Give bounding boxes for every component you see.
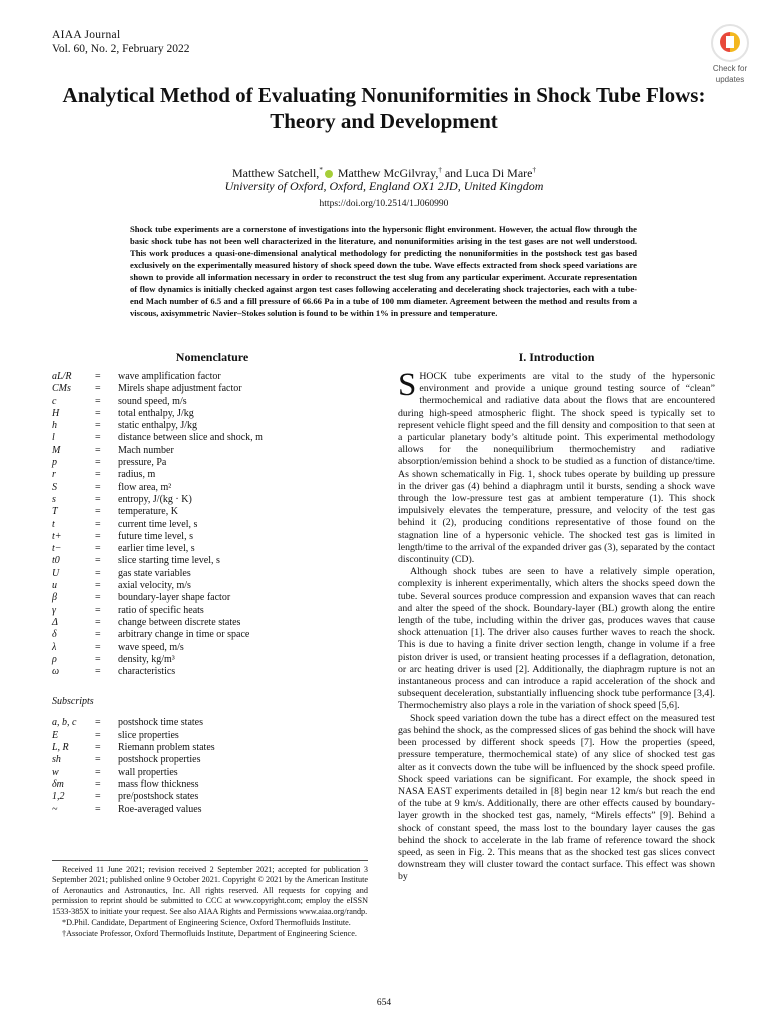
nomenclature-sym: t0	[52, 555, 60, 567]
nomenclature-eq: =	[95, 518, 101, 530]
nomenclature-def: axial velocity, m/s	[118, 580, 191, 592]
author-1-mark: *	[319, 166, 323, 174]
subscripts-list	[52, 717, 372, 815]
nomenclature-row	[52, 506, 372, 518]
nomenclature-row	[52, 396, 372, 408]
subscript-def: Roe-averaged values	[118, 803, 202, 815]
subscript-row	[52, 791, 372, 803]
nomenclature-sym: t	[52, 518, 55, 530]
badge-line2: updates	[715, 75, 745, 84]
subscript-row	[52, 717, 372, 729]
nomenclature-eq: =	[95, 371, 101, 382]
nomenclature-def: distance between slice and shock, m	[118, 432, 263, 444]
subscript-row	[52, 754, 372, 766]
nomenclature-sym: c	[52, 395, 57, 407]
nomenclature-sym: γ	[52, 604, 56, 616]
nomenclature-eq: =	[95, 543, 101, 555]
nomenclature-row	[52, 580, 372, 592]
nomenclature-row	[52, 629, 372, 641]
nomenclature-def: boundary-layer shape factor	[118, 592, 231, 604]
nomenclature-eq: =	[95, 580, 101, 592]
nomenclature-def: wave amplification factor	[118, 371, 221, 382]
nomenclature-sym: λ	[52, 641, 57, 653]
nomenclature-eq: =	[95, 506, 101, 518]
intro-paragraph-3: Shock speed variation down the tube has a direct effect on the measured test gas behind the shock, as the compressed slices of gas behind the shock will have been processed by different shock speeds [7]. How the properties (speed, pressure temperature, thermochemical state) of any slice of shocked test gas alter as it convects down the tube will be influenced by the shock speed profile. Shock speed variations can be significant. For example, the shock speed in NASA EAST experiments detailed in [8] begin near 12 km/s but reach the end of the tube at 9 km/s. Additionally, there are other effects caused by boundary-layer growth in the shocked test gas, namely, “Mirels effects” [9]. Behind a shock of constant speed, the mass lost to the boundary layer causes the gas behind the shock to accelerate in the lab frame of reference toward the shock speed, as seen in Fig. 2. This means that as the shocked test gas slices convect downstream they will cluster toward the contact surface. This effect was shown by	[398, 712, 715, 883]
intro-paragraph-2: Although shock tubes are seen to have a relatively simple operation, complexity is inherent experimentally, which alters the shocks speed down the tube. Several sources produce compression and expansion waves that can reach and alter the speed of the shock. Boundary-layer (BL) growth along the entire length of the tube, including within the driver gas, produces waves that cause shock attenuation [1]. The driver also causes further waves to reach the shock. This is due to having a finite driver section length, change in volume if a free piston driver is used, or transient heating processes if a deflagration, detonation, or arc heating driver is used [2]. Additionally, the diaphragm rupture is not an instantaneous process and can introduce a rapid acceleration of the shock and subsequent deceleration, substantially influencing shock tube performance [3,4]. Thermochemistry also plays a role in the variation of shock speed [5,6].	[398, 566, 715, 712]
nomenclature-def: flow area, m²	[118, 481, 172, 493]
subscript-def: pre/postshock states	[118, 791, 199, 803]
nomenclature-def: characteristics	[118, 666, 176, 678]
nomenclature-row	[52, 531, 372, 543]
nomenclature-row	[52, 519, 372, 531]
nomenclature-sym: H	[52, 407, 60, 419]
abstract: Shock tube experiments are a cornerstone of investigations into the hypersonic flight environment. However, the actual flow through the basic shock tube has not been well characterized in the literature, and nonuniformities arising in the test gases are not well understood. This work produces a quasi-one-dimensional analytical methodology for predicting the nonuniformities in the postshock test gas based exclusively on the experimentally measured history of shock speed down the tube. Wave effects extracted from shock speed variations are shown to provide all information necessary in order to reconstruct the test slug from any particular experiment. Accurate representation of flow dynamics is initially checked against argon test cases following accelerating and decelerating shock trajectories, each with a tube-end Mach number of 6.5 and a fill pressure of 66.66 Pa in a tube of 100 mm diameter. Agreement between the method and results from a viscous, axisymmetric Navier–Stokes solution is found to be within 1% in pressure and temperature.	[130, 224, 637, 318]
subscript-sym: w	[52, 766, 59, 778]
subscript-eq: =	[95, 766, 101, 778]
nomenclature-eq: =	[95, 604, 101, 616]
subscript-row	[52, 730, 372, 742]
nomenclature-eq: =	[95, 616, 101, 628]
nomenclature-sym: u	[52, 580, 57, 592]
nomenclature-sym: δ	[52, 629, 57, 641]
nomenclature-eq: =	[95, 592, 101, 604]
nomenclature-heading: Nomenclature	[175, 350, 249, 364]
subscript-eq: =	[95, 778, 101, 790]
nomenclature-def: gas state variables	[118, 567, 191, 579]
nomenclature-def: total enthalpy, J/kg	[118, 407, 194, 419]
subscript-sym: sh	[52, 754, 61, 766]
nomenclature-eq: =	[95, 432, 101, 444]
nomenclature-row	[52, 383, 372, 395]
nomenclature-row	[52, 408, 372, 420]
nomenclature-def: density, kg/m³	[118, 653, 175, 665]
author-3: and Luca Di Mare	[441, 166, 533, 180]
nomenclature-row	[52, 543, 372, 555]
nomenclature-row	[52, 568, 372, 580]
nomenclature-eq: =	[95, 444, 101, 456]
nomenclature-def: static enthalpy, J/kg	[118, 420, 198, 432]
nomenclature-sym: r	[52, 469, 56, 481]
subscript-eq: =	[95, 729, 101, 741]
nomenclature-sym: M	[52, 444, 61, 456]
introduction-heading: I. Introduction	[518, 350, 595, 364]
subscript-sym: L, R	[52, 742, 69, 754]
nomenclature-sym: aL/R	[52, 371, 72, 382]
nomenclature-eq: =	[95, 383, 101, 395]
drop-cap: S	[398, 367, 417, 403]
nomenclature-row	[52, 617, 372, 629]
nomenclature-row	[52, 457, 372, 469]
nomenclature-def: wave speed, m/s	[118, 641, 184, 653]
nomenclature-sym: ω	[52, 666, 60, 678]
subscript-sym: a, b, c	[52, 717, 77, 729]
nomenclature-row	[52, 592, 372, 604]
subscript-def: postshock time states	[118, 717, 203, 729]
journal-volume: Vol. 60, No. 2, February 2022	[52, 43, 190, 55]
nomenclature-eq: =	[95, 407, 101, 419]
nomenclature-eq: =	[95, 481, 101, 493]
nomenclature-sym: CMs	[52, 383, 71, 395]
nomenclature-sym: t−	[52, 543, 62, 555]
subscript-row	[52, 804, 372, 816]
subscript-def: slice properties	[118, 729, 179, 741]
nomenclature-def: Mach number	[118, 444, 174, 456]
nomenclature-sym: U	[52, 567, 60, 579]
orcid-icon[interactable]	[325, 170, 333, 178]
nomenclature-eq: =	[95, 469, 101, 481]
nomenclature-sym: S	[52, 481, 57, 493]
nomenclature-def: sound speed, m/s	[118, 395, 187, 407]
nomenclature-sym: T	[52, 506, 58, 518]
subscript-row	[52, 767, 372, 779]
subscript-def: postshock properties	[118, 754, 201, 766]
nomenclature-row	[52, 555, 372, 567]
nomenclature-def: arbitrary change in time or space	[118, 629, 250, 641]
nomenclature-eq: =	[95, 653, 101, 665]
intro-paragraph-1	[398, 367, 715, 566]
author-3-mark: †	[532, 166, 536, 174]
nomenclature-eq: =	[95, 530, 101, 542]
nomenclature-sym: t+	[52, 530, 62, 542]
nomenclature-row	[52, 654, 372, 666]
nomenclature-def: temperature, K	[118, 506, 178, 518]
nomenclature-eq: =	[95, 567, 101, 579]
nomenclature-eq: =	[95, 395, 101, 407]
subscript-row	[52, 742, 372, 754]
nomenclature-list	[52, 371, 372, 678]
nomenclature-row	[52, 445, 372, 457]
footnote-author-1: *D.Phil. Candidate, Department of Engineering Science, Oxford Thermofluids Institute.	[62, 918, 351, 928]
journal-name: AIAA Journal	[52, 29, 121, 41]
nomenclature-def: entropy, J/(kg · K)	[118, 493, 192, 505]
doi-link[interactable]: https://doi.org/10.2514/1.J060990	[319, 199, 449, 209]
journal-header	[52, 28, 189, 56]
nomenclature-def: radius, m	[118, 469, 156, 481]
subscript-sym: 1,2	[52, 791, 65, 803]
nomenclature-row	[52, 494, 372, 506]
subscript-def: Riemann problem states	[118, 742, 215, 754]
nomenclature-def: earlier time level, s	[118, 543, 195, 555]
nomenclature-eq: =	[95, 493, 101, 505]
intro-paragraph-1-text: HOCK tube experiments are vital to the study of the hypersonic environment and provide a unique ground testing source of “clean” thermochemical and radiative data about the flows that are encountered during high-speed atmospheric flight. The shock speed is typically set to represent vehicle flight speed and the fill density and composition to that seen at a particular planetary body’s altitude point. This experimental methodology allows for the nonequilibrium thermochemistry and radiative absorption/emission behind a shock to be studied as a function of distance/time. As shown schematically in Fig. 1, shock tubes operate by building up pressure in the driver gas (4) behind a diaphragm until it bursts, sending a shock wave through the low-pressure test gas at ambient temperature (1). This shock impulsively elevates the temperature, pressure, and velocity of the test gas behind it (2), producing conditions representative of those found on the stagnation line of a hypersonic vehicle. The shocked test gas is limited in length/time to the arrival of the expanded driver gas (3), separated by the contact discontinuity (CD).	[398, 371, 715, 566]
nomenclature-eq: =	[95, 457, 101, 469]
nomenclature-sym: h	[52, 420, 57, 432]
nomenclature-def: pressure, Pa	[118, 457, 167, 469]
nomenclature-sym: ρ	[52, 653, 57, 665]
author-2: Matthew McGilvray,	[334, 166, 439, 180]
paper-title: Analytical Method of Evaluating Nonuniformities in Shock Tube Flows: Theory and Development	[62, 83, 706, 133]
nomenclature-def: change between discrete states	[118, 616, 241, 628]
nomenclature-def: Mirels shape adjustment factor	[118, 383, 242, 395]
subscripts-heading: Subscripts	[52, 696, 94, 708]
nomenclature-row	[52, 605, 372, 617]
subscript-sym: ~	[52, 803, 58, 815]
nomenclature-eq: =	[95, 666, 101, 678]
nomenclature-def: current time level, s	[118, 518, 198, 530]
subscript-eq: =	[95, 717, 101, 729]
received-note: Received 11 June 2021; revision received 2 September 2021; accepted for publication 3 September 2021; published online 9 October 2021. Copyright © 2021 by the American Institute of Aeronautics and Astronautics, Inc. All rights reserved. All requests for copying and permission to reprint should be submitted to CCC at www.copyright.com; employ the eISSN 1533-385X to initiate your request. See also AIAA Rights and Permissions www.aiaa.org/randp.	[52, 865, 368, 916]
nomenclature-eq: =	[95, 629, 101, 641]
subscript-eq: =	[95, 803, 101, 815]
nomenclature-row	[52, 371, 372, 383]
nomenclature-eq: =	[95, 420, 101, 432]
nomenclature-sym: s	[52, 493, 56, 505]
right-column	[398, 350, 715, 884]
nomenclature-row	[52, 469, 372, 481]
page-number: 654	[376, 998, 392, 1008]
subscript-eq: =	[95, 791, 101, 803]
nomenclature-eq: =	[95, 555, 101, 567]
nomenclature-eq: =	[95, 641, 101, 653]
subscript-def: wall properties	[118, 766, 178, 778]
author-1: Matthew Satchell,	[232, 166, 320, 180]
nomenclature-sym: p	[52, 457, 57, 469]
nomenclature-row	[52, 642, 372, 654]
subscript-eq: =	[95, 742, 101, 754]
affiliation: University of Oxford, Oxford, England OX1 2JD, United Kingdom	[224, 179, 544, 193]
author-2-mark: †	[438, 166, 442, 174]
footnote-author-2: †Associate Professor, Oxford Thermofluids Institute, Department of Engineering Science.	[62, 929, 357, 939]
crossmark-icon	[711, 24, 749, 62]
subscript-def: mass flow thickness	[118, 778, 199, 790]
nomenclature-def: slice starting time level, s	[118, 555, 220, 567]
check-for-updates-badge[interactable]	[700, 24, 760, 84]
nomenclature-row	[52, 666, 372, 678]
nomenclature-row	[52, 482, 372, 494]
subscript-sym: δm	[52, 778, 64, 790]
nomenclature-row	[52, 432, 372, 444]
nomenclature-sym: β	[52, 592, 57, 604]
subscript-sym: E	[52, 729, 59, 741]
nomenclature-sym: Δ	[52, 616, 58, 628]
left-column	[52, 350, 372, 816]
subscript-eq: =	[95, 754, 101, 766]
nomenclature-def: future time level, s	[118, 530, 193, 542]
nomenclature-row	[52, 420, 372, 432]
subscript-row	[52, 779, 372, 791]
nomenclature-sym: l	[52, 432, 55, 444]
footnotes	[52, 860, 368, 941]
nomenclature-def: ratio of specific heats	[118, 604, 204, 616]
badge-line1: Check for	[712, 64, 748, 73]
